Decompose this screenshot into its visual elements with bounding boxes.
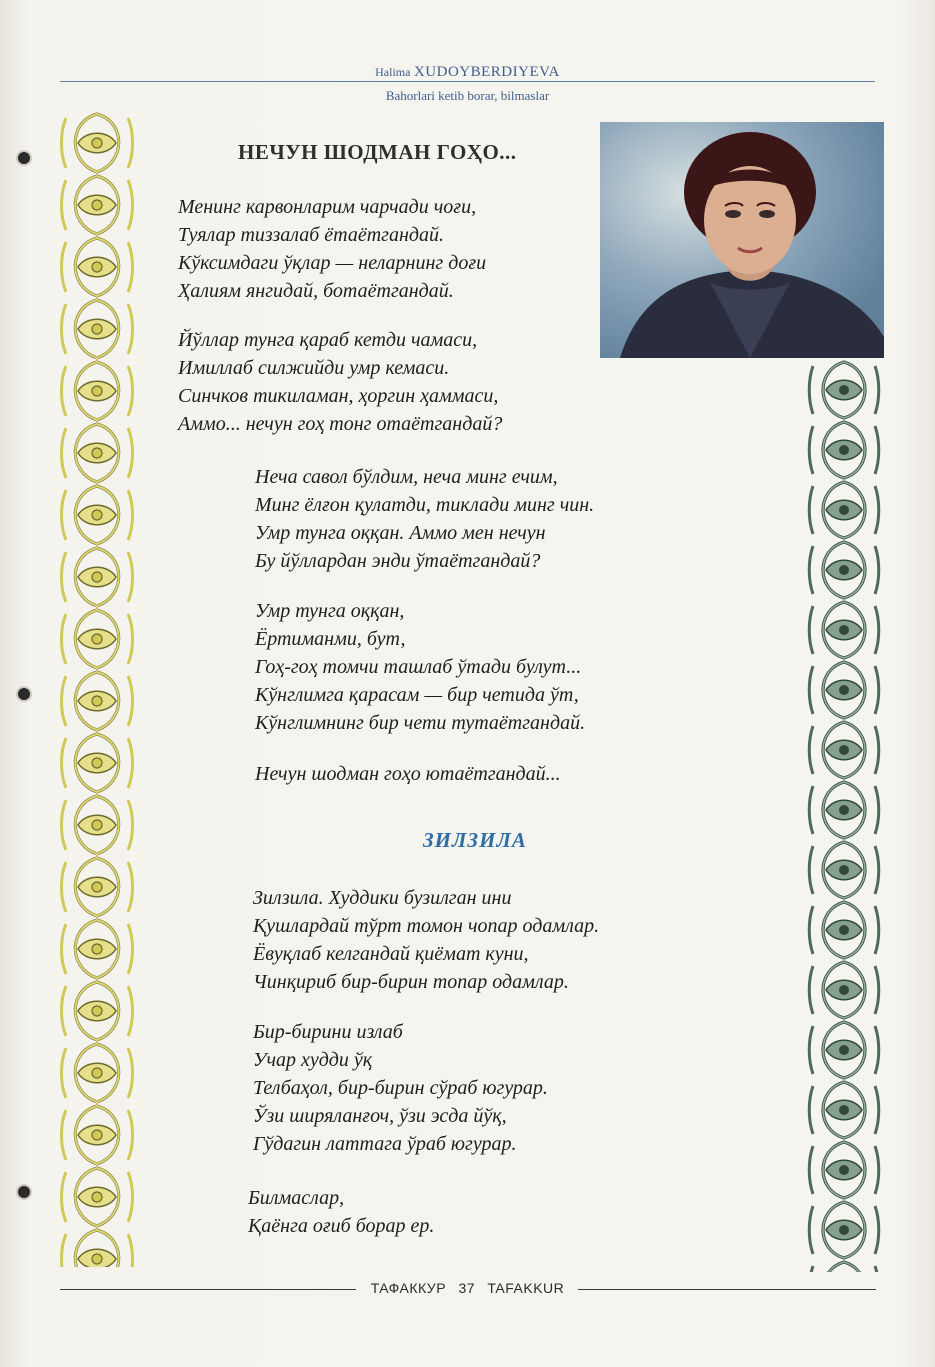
poem-line: Йўллар тунга қараб кетди чамаси, — [178, 329, 478, 351]
poem-line: Неча савол бўлдим, неча минг ечим, — [255, 466, 558, 488]
portrait-illustration — [600, 122, 884, 358]
poem-line: Билмаслар, — [248, 1187, 345, 1209]
poem-line: Менинг карвонларим чарчади чоғи, — [178, 196, 477, 218]
stanza — [255, 463, 594, 575]
stanza — [255, 597, 585, 737]
poem-line: Нечун шодман гоҳо ютаётгандай... — [255, 763, 561, 785]
binder-hole — [18, 152, 30, 164]
poem-line: Ёртиманми, бут, — [255, 628, 406, 650]
poem-line: Умр тунга оққан, — [255, 600, 405, 622]
poem-line: Чинқириб бир-бирин топар одамлар. — [253, 971, 569, 993]
poem-line: Қаёнга оғиб борар ер. — [248, 1215, 435, 1237]
footer-journal-latin: TAFAKKUR — [487, 1280, 565, 1296]
poem-line: Умр тунга оққан. Аммо мен нечун — [255, 522, 546, 544]
stanza — [178, 326, 502, 438]
poem-line: Бу йўллардан энди ўтаётгандай? — [255, 550, 541, 572]
poem-line: Имиллаб силжийди умр кемаси. — [178, 357, 450, 379]
header-author — [0, 64, 935, 81]
stanza — [248, 1184, 434, 1240]
poem-line: Ёвуқлаб келгандай қиёмат куни, — [253, 943, 529, 965]
poem-line: Туялар тиззалаб ётаётгандай. — [178, 224, 445, 246]
poem-line: Кўксимдаги ўқлар — неларнинг доғи — [178, 252, 487, 274]
poem-line: Синчков тикиламан, ҳоргин ҳаммаси, — [178, 385, 499, 407]
poem-line: Аммо... нечун гоҳ тонг отаётгандай? — [178, 413, 503, 435]
ornament-border-right — [807, 360, 881, 1272]
poem-line: Бир-бирини излаб — [253, 1021, 403, 1043]
stanza — [178, 193, 486, 305]
poem-line: Зилзила. Худдики бузилган ини — [253, 887, 512, 909]
binder-hole — [18, 688, 30, 700]
author-photo — [600, 122, 884, 358]
poem-line: Кўнглимга қарасам — бир четида ўт, — [255, 684, 579, 706]
author-last-name: XUDOYBERDIYEVA — [413, 64, 560, 80]
poem-line: Учар худди ўқ — [253, 1049, 373, 1071]
binder-hole — [18, 1186, 30, 1198]
page-number: 37 — [458, 1280, 476, 1296]
stanza — [255, 760, 561, 788]
footer — [0, 1280, 935, 1296]
poem-line: Гўдагин латтага ўраб югурар. — [253, 1133, 517, 1155]
ornament-border-left — [58, 112, 136, 1267]
poem-line: Телбаҳол, бир-бирин сўраб югурар. — [253, 1077, 548, 1099]
poem-line: Ўзи ширяланғоч, ўзи эсда йўқ, — [253, 1105, 507, 1127]
poem-line: Кўнглимнинг бир чети тутаётгандай. — [255, 712, 586, 734]
header-subtitle: Bahorlari ketib borar, bilmaslar — [385, 88, 550, 103]
author-first-name: Halima — [375, 65, 411, 79]
poem-line: Минг ёлғон қулатди, тиклади минг чин. — [255, 494, 595, 516]
stanza — [253, 884, 599, 996]
poem-line: Қушлардай тўрт томон чопар одамлар. — [253, 915, 600, 937]
poem-line: Гоҳ-гоҳ томчи ташлаб ўтади булут... — [255, 656, 582, 678]
poem-title: НЕЧУН ШОДМАН ГОҲО... — [238, 140, 517, 164]
poem-line: Ҳалиям янгидай, ботаётгандай. — [178, 280, 454, 302]
header-rule — [60, 81, 875, 82]
stanza — [253, 1018, 548, 1158]
poem-title: ЗИЛЗИЛА — [423, 828, 527, 852]
footer-journal-cyrillic: ТАФАККУР — [370, 1280, 447, 1296]
